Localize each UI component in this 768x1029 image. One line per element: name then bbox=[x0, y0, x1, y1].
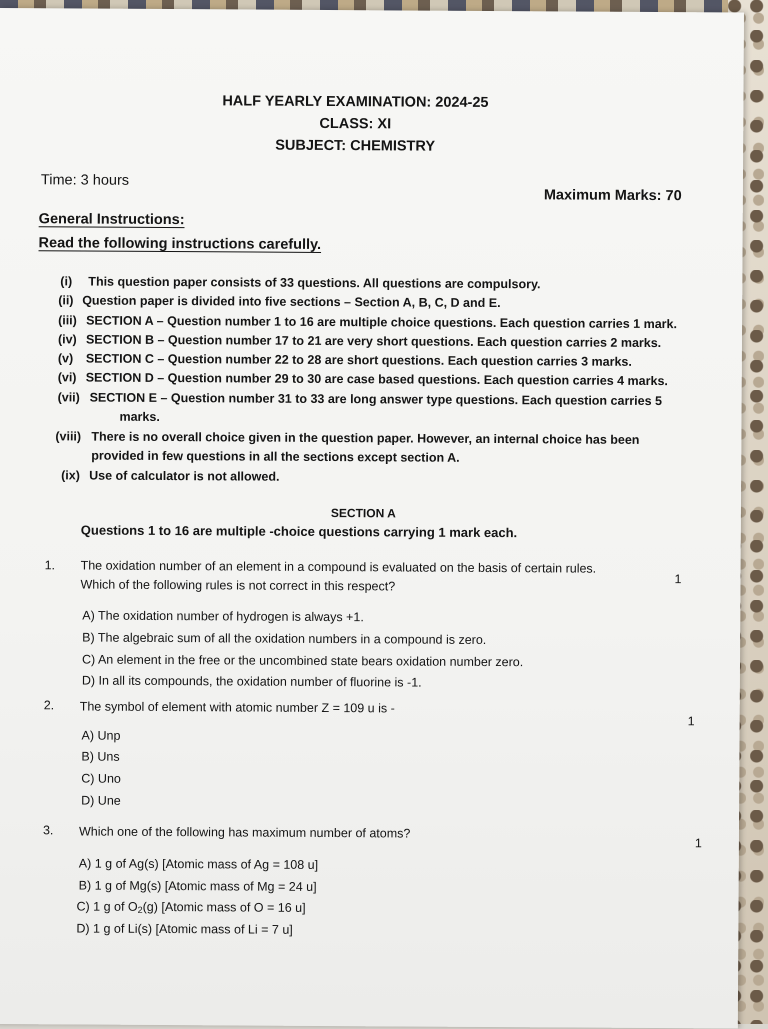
question-marks: 1 bbox=[694, 836, 702, 851]
option-a: A) 1 g of Ag(s) [Atomic mass of Ag = 108 u] bbox=[78, 856, 319, 872]
option-d: D) 1 g of Li(s) [Atomic mass of Li = 7 u] bbox=[76, 921, 293, 937]
instruction-item: (vi) SECTION D – Question number 29 to 30 are case based questions. Each question carries 4 marks. bbox=[57, 370, 668, 389]
exam-paper bbox=[0, 8, 744, 1029]
question-number: 2. bbox=[43, 698, 55, 713]
option-a: A) Unp bbox=[81, 728, 121, 743]
question-marks: 1 bbox=[687, 714, 695, 729]
option-c: C) An element in the free or the uncombined state bears oxidation number zero. bbox=[81, 652, 524, 670]
max-marks-label: Maximum Marks: 70 bbox=[543, 187, 682, 205]
option-c: C) 1 g of $O_2(g)$ [Atomic mass of O = 16 u] bbox=[76, 899, 306, 915]
question-text-continued: Which of the following rules is not correct in this respect? bbox=[80, 577, 396, 594]
subject-title: SUBJECT: CHEMISTRY bbox=[275, 137, 436, 155]
question-text: The oxidation number of an element in a compound is evaluated on the basis of certain rules. bbox=[80, 558, 597, 576]
question-marks: 1 bbox=[674, 572, 682, 587]
option-c: C) Uno bbox=[81, 771, 121, 786]
question-text: The symbol of element with atomic number Z = 109 u is - bbox=[79, 699, 395, 716]
section-subtitle: Questions 1 to 16 are multiple -choice questions carrying 1 mark each. bbox=[80, 522, 518, 541]
time-label: Time: 3 hours bbox=[40, 172, 130, 189]
instructions-subheading: Read the following instructions carefully. bbox=[38, 235, 322, 253]
option-b: B) 1 g of Mg(s) [Atomic mass of Mg = 24 u] bbox=[78, 878, 317, 894]
question-number: 1. bbox=[44, 558, 56, 573]
instructions-heading: General Instructions: bbox=[38, 211, 185, 229]
instruction-item: (v) SECTION C – Question number 22 to 28 are short questions. Each question carries 3 marks. bbox=[57, 351, 632, 369]
instruction-item-continued: marks. bbox=[119, 409, 160, 424]
exam-title: HALF YEARLY EXAMINATION: 2024-25 bbox=[222, 93, 489, 111]
option-b: B) Uns bbox=[81, 749, 120, 764]
instruction-item: (iv) SECTION B – Question number 17 to 21 are very short questions. Each question carries 2 marks. bbox=[57, 332, 662, 351]
instruction-item: (i) This question paper consists of 33 questions. All questions are compulsory. bbox=[60, 274, 541, 292]
option-b: B) The algebraic sum of all the oxidation numbers in a compound is zero. bbox=[82, 630, 487, 647]
instruction-item: (vii) SECTION E – Question number 31 to 33 are long answer type questions. Each question carries 5 bbox=[57, 390, 663, 409]
question-number: 3. bbox=[42, 823, 54, 838]
option-a: A) The oxidation number of hydrogen is always +1. bbox=[82, 608, 364, 625]
instruction-item: (ix) Use of calculator is not allowed. bbox=[61, 468, 280, 484]
option-d: D) Une bbox=[81, 793, 121, 808]
class-title: CLASS: XI bbox=[319, 115, 392, 133]
instruction-item: (ii) Question paper is divided into five sections – Section A, B, C, D and E. bbox=[58, 293, 501, 311]
option-d: D) In all its compounds, the oxidation number of fluorine is -1. bbox=[81, 673, 422, 690]
question-text: Which one of the following has maximum number of atoms? bbox=[78, 824, 411, 841]
instruction-item: (viii) There is no overall choice given in the question paper. However, an internal choice has been bbox=[55, 429, 640, 447]
section-title: SECTION A bbox=[330, 506, 396, 521]
instruction-item-continued: provided in few questions in all the sections except section A. bbox=[91, 448, 460, 465]
instruction-item: (iii) SECTION A – Question number 1 to 16 are multiple choice questions. Each question carries 1 mark. bbox=[58, 313, 678, 332]
